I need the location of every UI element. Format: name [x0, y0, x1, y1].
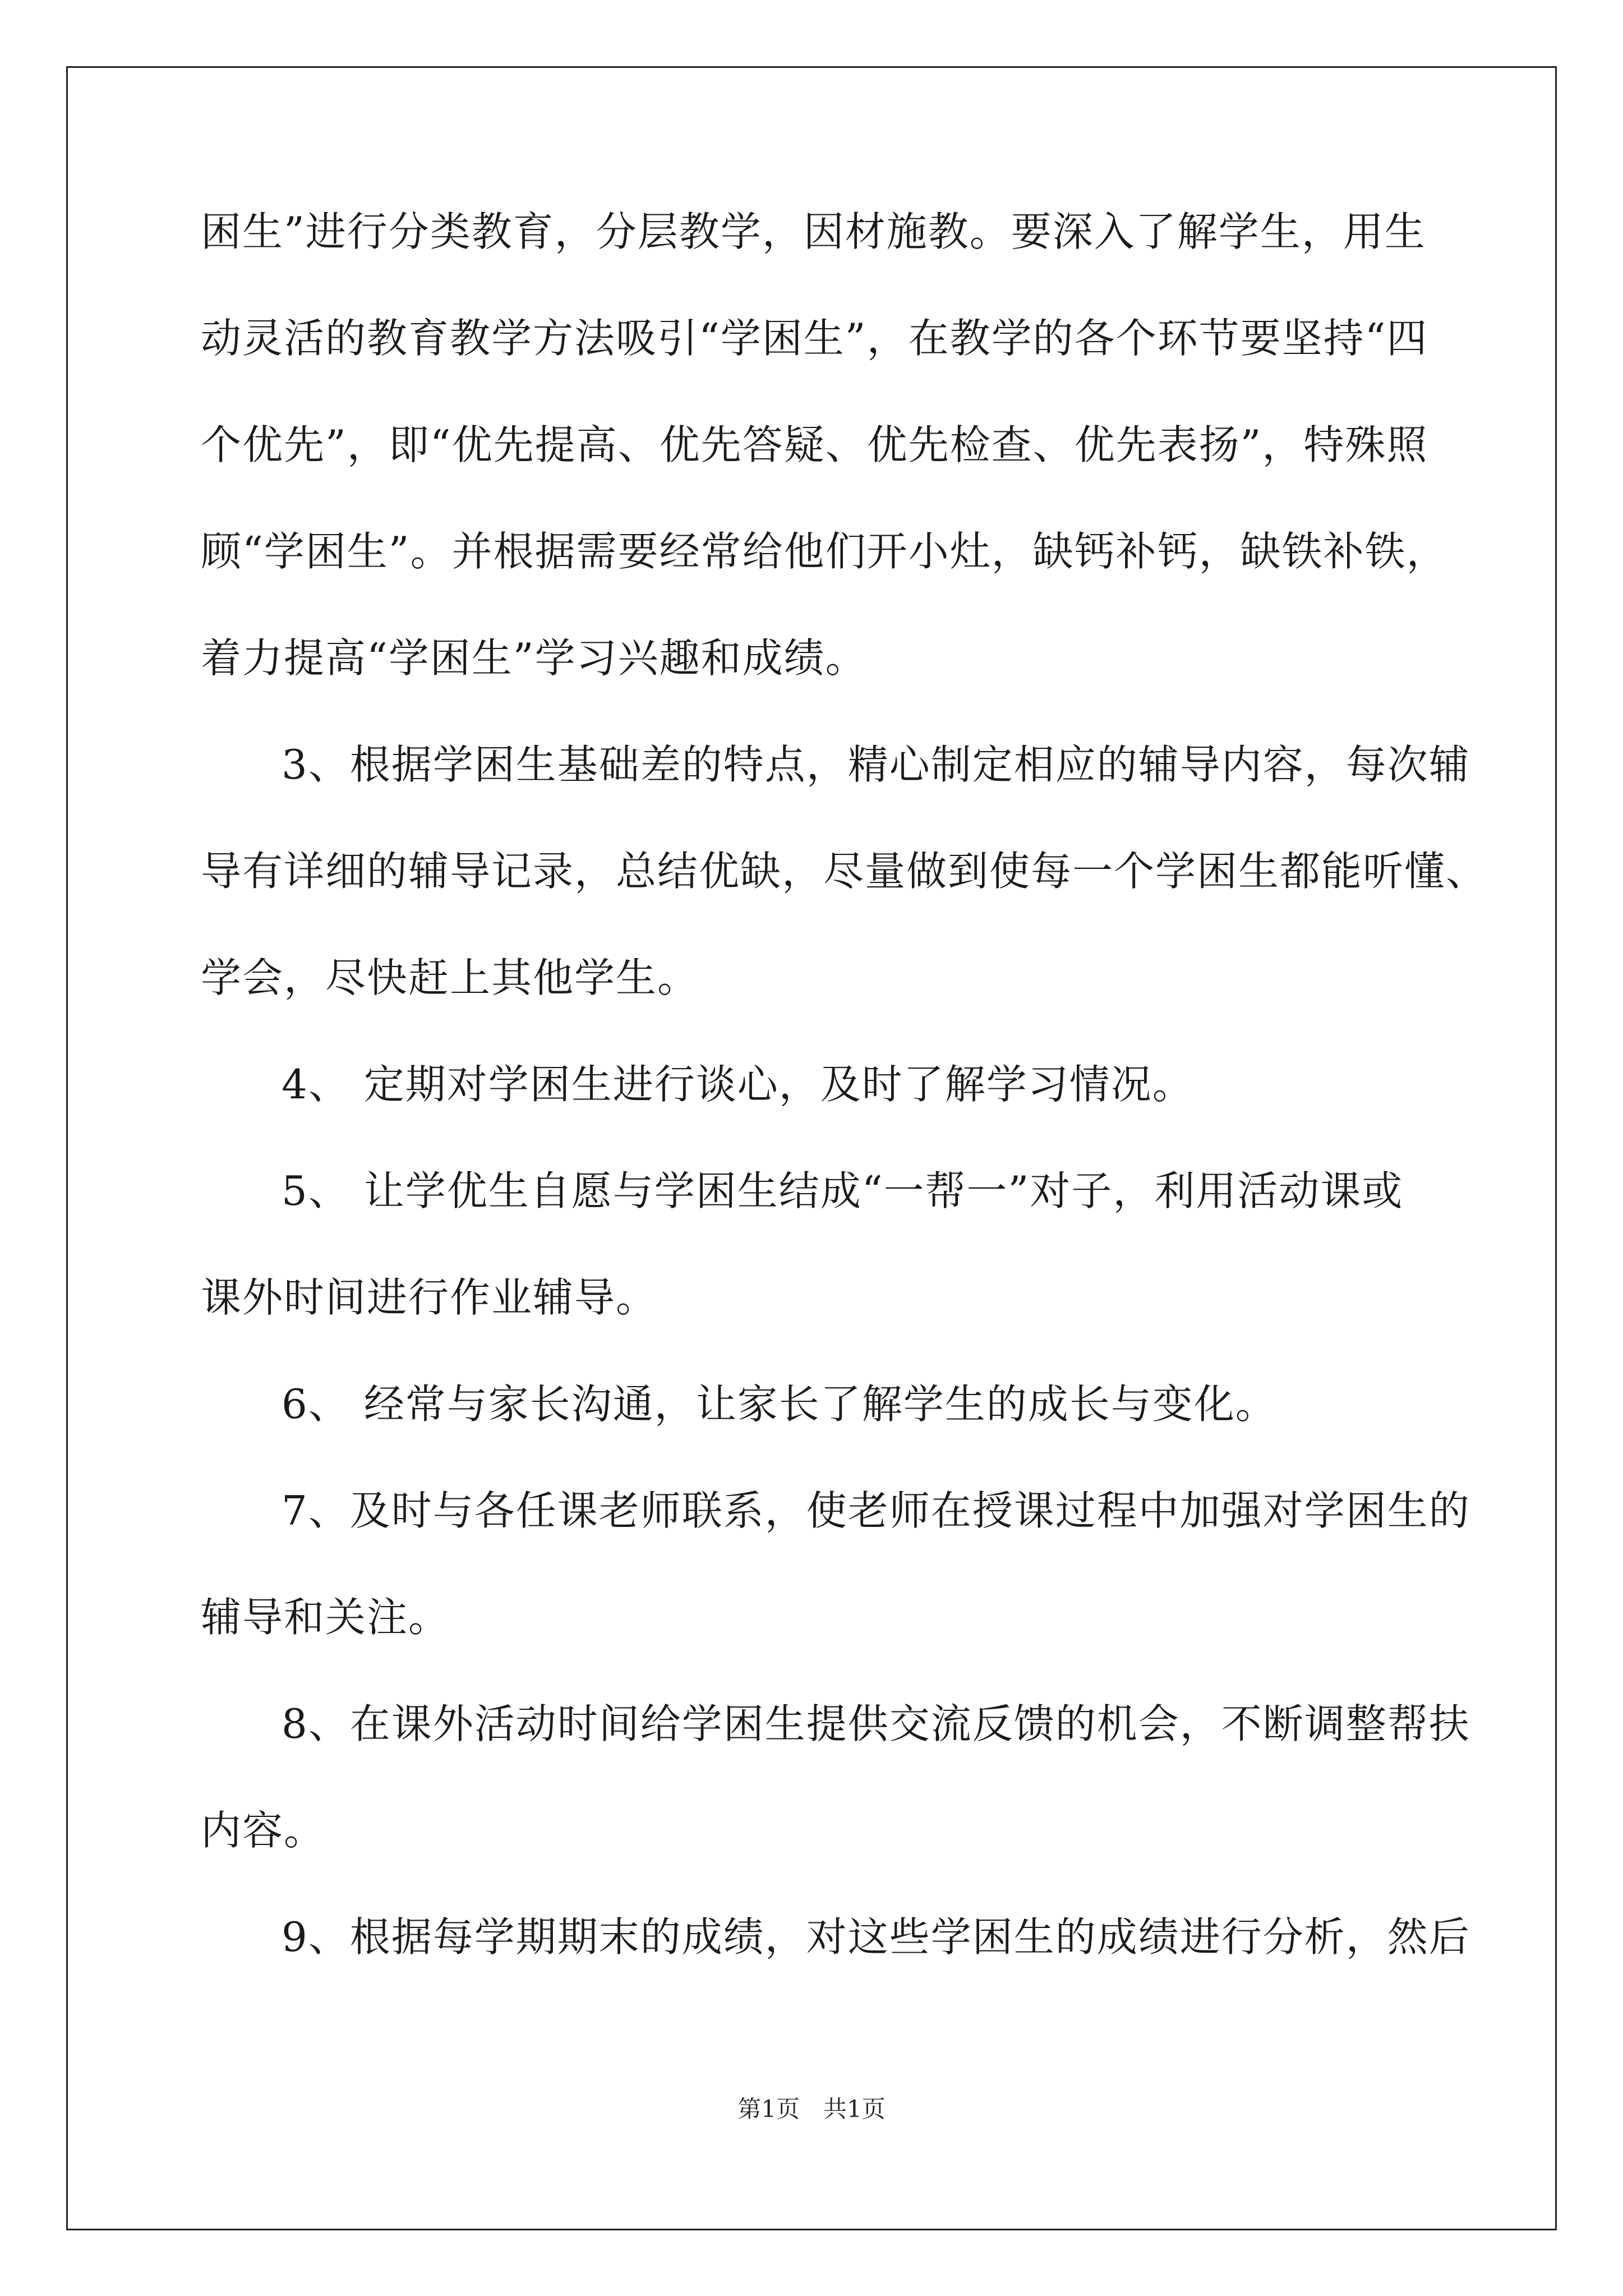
text-line: 辅导和关注。 — [201, 1594, 450, 1641]
text-line: 动灵活的教育教学方法吸引“学困生”，在教学的各个环节要坚持“四 — [201, 315, 1428, 362]
paragraph-start: 4、 定期对学困生进行谈心，及时了解学习情况。 — [282, 1061, 1194, 1108]
paragraph-start: 3、根据学困生基础差的特点，精心制定相应的辅导内容，每次辅 — [282, 741, 1470, 788]
text-line: 课外时间进行作业辅导。 — [201, 1274, 658, 1321]
paragraph-start: 9、根据每学期期末的成绩，对这些学困生的成绩进行分析，然后 — [282, 1913, 1470, 1961]
text-line: 内容。 — [201, 1807, 326, 1854]
text-line: 顾“学困生”。并根据需要经常给他们开小灶，缺钙补钙，缺铁补铁， — [201, 528, 1448, 575]
paragraph-start: 6、 经常与家长沟通，让家长了解学生的成长与变化。 — [282, 1381, 1277, 1428]
paragraph-start: 7、及时与各任课老师联系，使老师在授课过程中加强对学困生的 — [282, 1487, 1470, 1534]
paragraph-start: 8、在课外活动时间给学困生提供交流反馈的机会，不断调整帮扶 — [282, 1700, 1470, 1747]
text-line: 困生”进行分类教育，分层教学，因材施教。要深入了解学生，用生 — [201, 208, 1426, 255]
text-line: 学会，尽快赶上其他学生。 — [201, 954, 699, 1001]
text-line: 着力提高“学困生”学习兴趣和成绩。 — [201, 634, 867, 682]
paragraph-start: 5、 让学优生自愿与学困生结成“一帮一”对子，利用活动课或 — [282, 1167, 1404, 1214]
text-line: 个优先”，即“优先提高、优先答疑、优先检查、优先表扬”，特殊照 — [201, 421, 1428, 468]
page-number-footer: 第1页 共1页 — [737, 2095, 886, 2123]
text-line: 导有详细的辅导记录，总结优缺，尽量做到使每一个学困生都能听懂、 — [201, 848, 1488, 895]
page-frame — [66, 66, 1557, 2230]
